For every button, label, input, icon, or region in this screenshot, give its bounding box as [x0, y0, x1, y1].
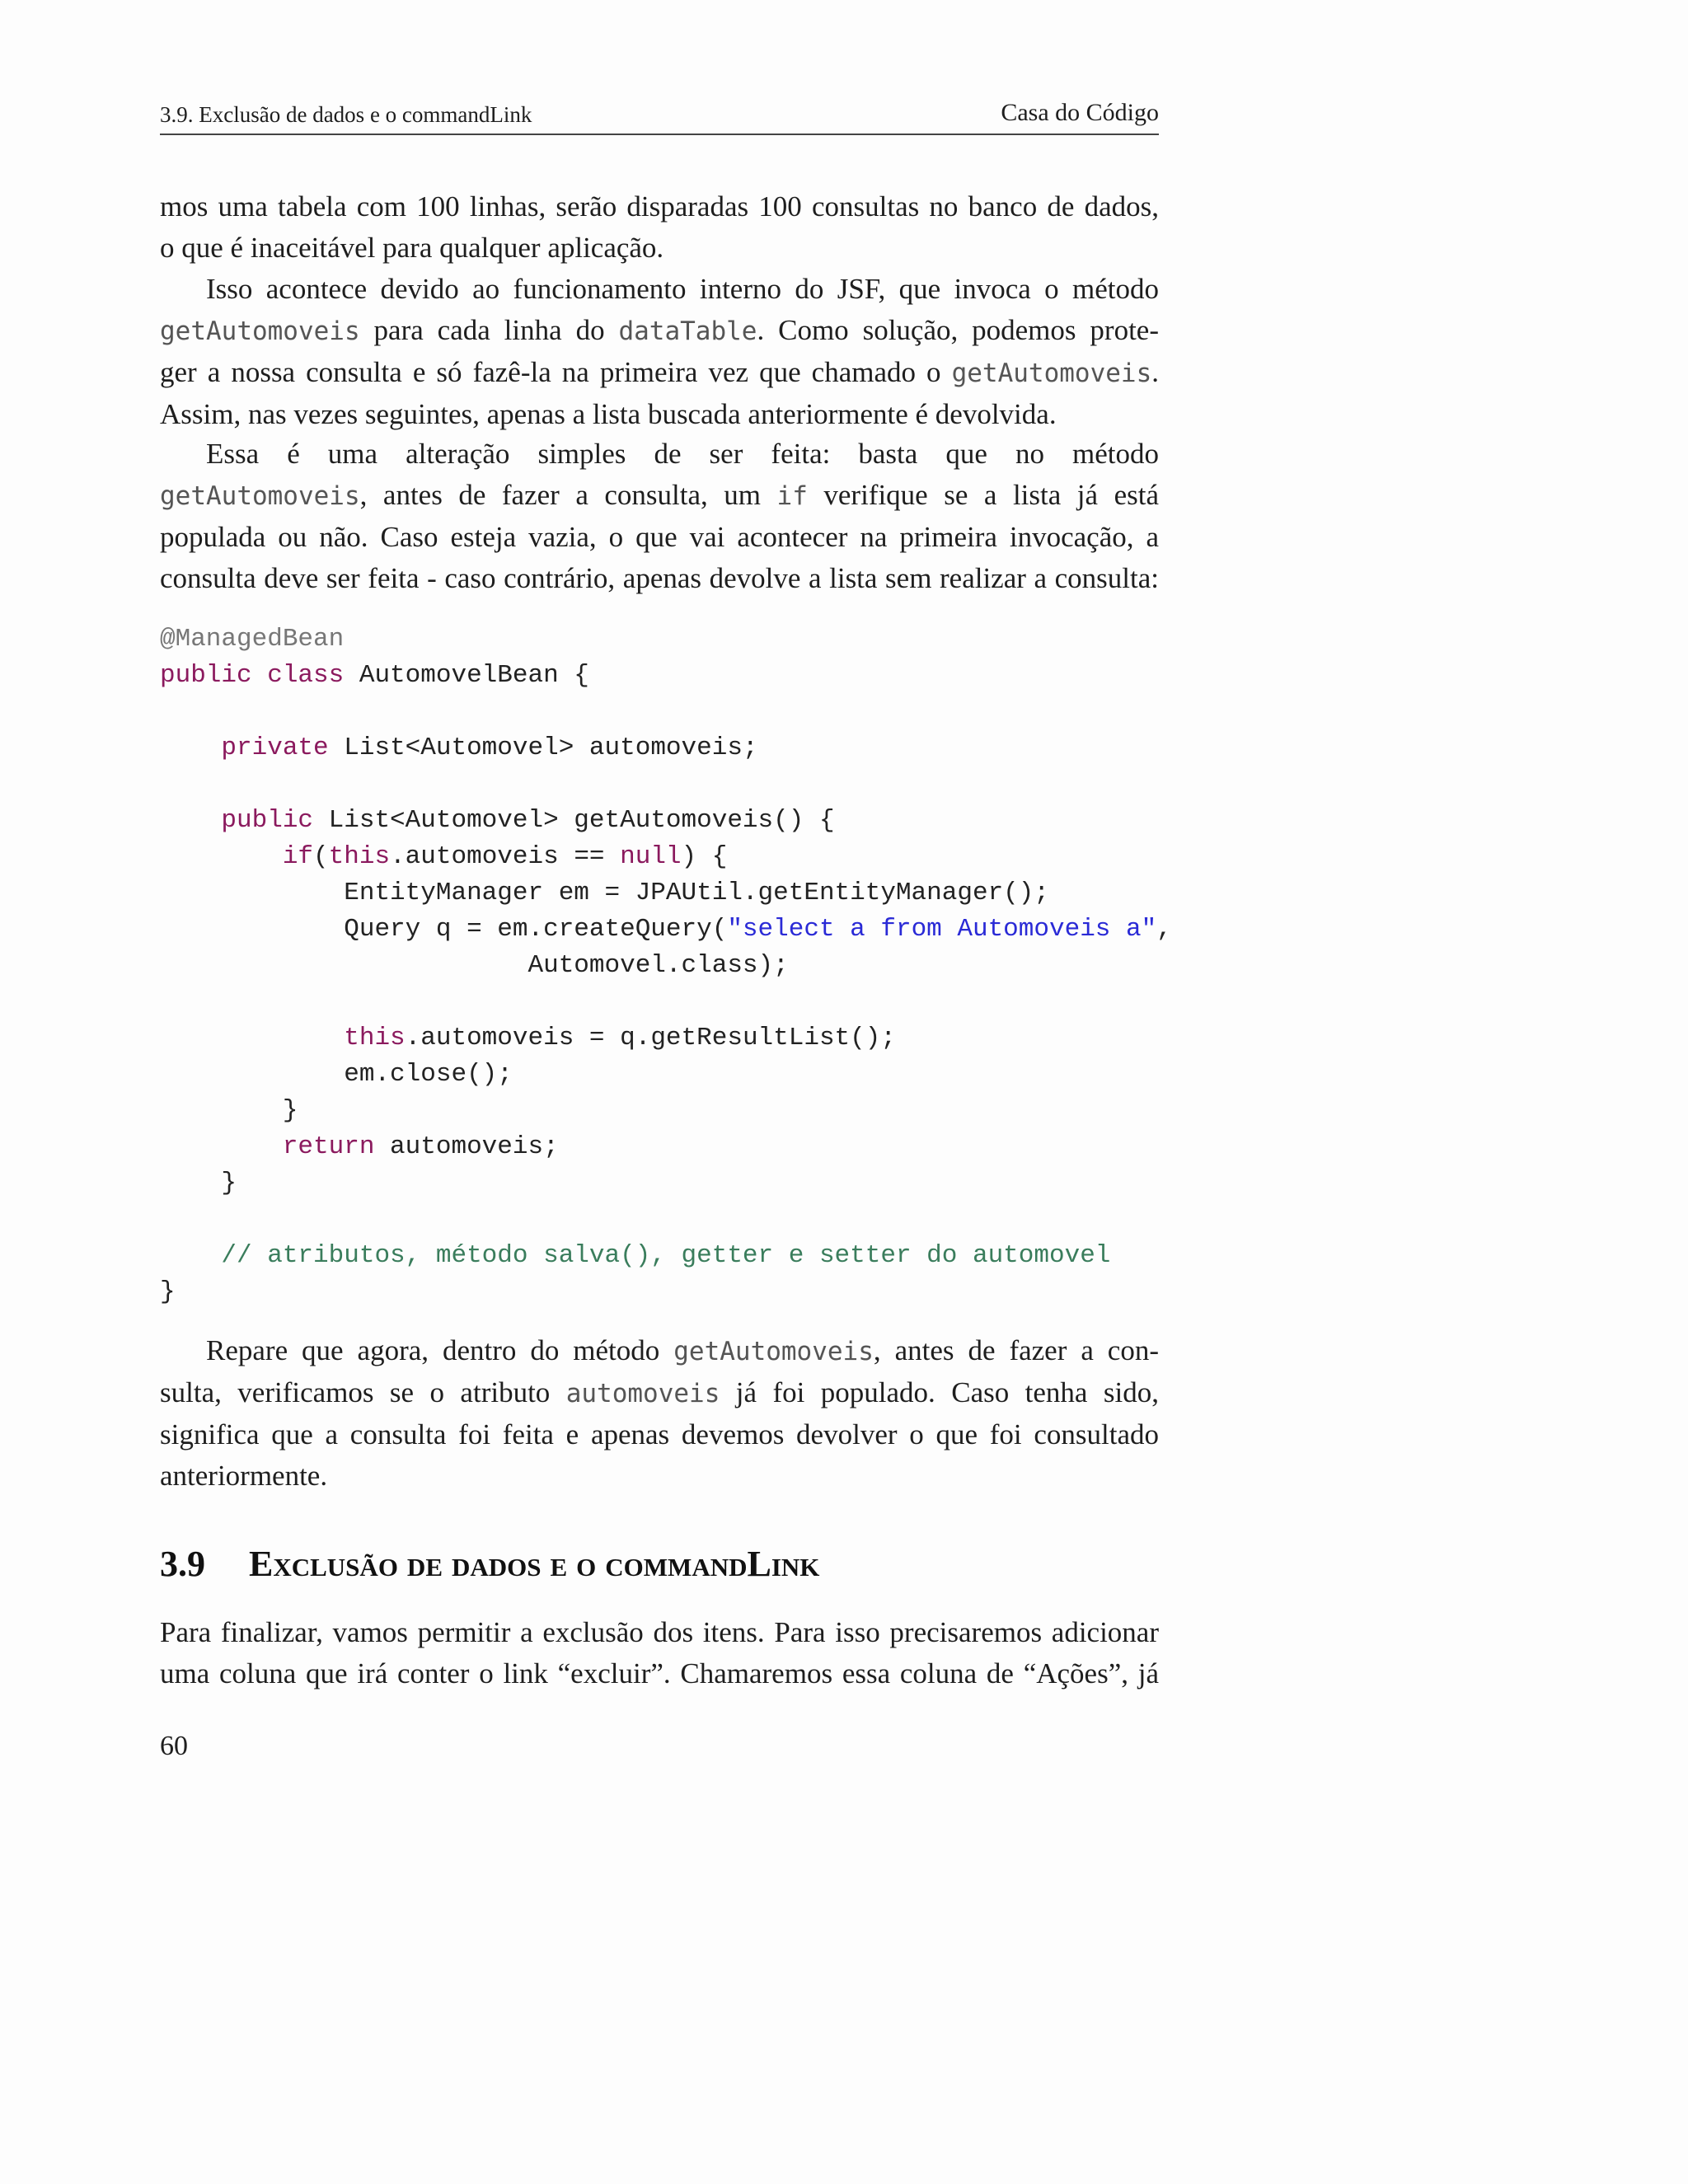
code-text: List<Automovel> automoveis; [328, 733, 758, 762]
p2-line-2 [160, 310, 1159, 352]
code-keyword: return [282, 1132, 375, 1161]
inline-code: getAutomoveis [673, 1337, 874, 1366]
paragraph-5 [160, 1612, 1159, 1694]
code-keyword: public class [160, 661, 345, 690]
code-text: .automoveis == [390, 842, 621, 871]
p4-line-2 [160, 1372, 1159, 1414]
text: para cada linha do [359, 314, 619, 346]
paragraph-1 [160, 186, 1159, 269]
text: . [1151, 356, 1159, 388]
inline-code: if [776, 481, 808, 511]
code-keyword: this [328, 842, 391, 871]
code-text: Query q = em.createQuery( [344, 915, 728, 944]
inline-code: getAutomoveis [951, 359, 1152, 388]
code-text: ( [313, 842, 329, 871]
p5-line-1: Para finalizar, vamos permitir a exclusão dos itens. Para isso precisaremos adicionar [160, 1616, 1159, 1648]
p1-line-2: o que é inaceitável para qualquer aplicação. [160, 232, 664, 264]
p4-line-3: significa que a consulta foi feita e apenas devemos devolver o que foi consultado [160, 1418, 1159, 1451]
p3-line-2 [160, 475, 1159, 517]
p2-line-4: Assim, nas vezes seguintes, apenas a lista buscada anteriormente é devolvida. [160, 398, 1057, 430]
code-keyword: private [221, 733, 329, 762]
code-text: , [1156, 915, 1172, 944]
p3-line-4: consulta deve ser feita - caso contrário, apenas devolve a lista sem realizar a consulta: [160, 562, 1159, 594]
inline-code: getAutomoveis [160, 481, 360, 511]
code-text: automoveis; [374, 1132, 559, 1161]
p1-line-1: mos uma tabela com 100 linhas, serão disparadas 100 consultas no banco de dados, [160, 190, 1159, 223]
code-string: "select a from Automoveis a" [727, 915, 1157, 944]
section-number: 3.9 [160, 1544, 205, 1584]
code-comment: // atributos, método salva(), getter e setter do automovel [221, 1241, 1111, 1270]
header-publisher: Casa do Código [1001, 99, 1159, 126]
p5-line-2: uma coluna que irá conter o link “excluir”. Chamaremos essa coluna de “Ações”, já [160, 1657, 1159, 1690]
code-text: } [221, 1169, 237, 1197]
p2-line-1: Isso acontece devido ao funcionamento interno do JSF, que invoca o método [206, 273, 1159, 305]
page-number: 60 [160, 1731, 188, 1761]
running-header [160, 99, 1159, 135]
code-text: ) { [681, 842, 728, 871]
code-keyword: if [282, 842, 314, 871]
section-heading [160, 1543, 1159, 1585]
code-keyword: public [221, 806, 314, 835]
paragraph-4 [160, 1330, 1159, 1497]
text: . Como solução, podemos prote- [757, 314, 1159, 346]
code-text: } [282, 1096, 298, 1125]
inline-code: getAutomoveis [160, 316, 360, 346]
code-text: Automovel.class); [528, 951, 789, 980]
code-text: } [160, 1277, 176, 1306]
p3-line-3: populada ou não. Caso esteja vazia, o que vai acontecer na primeira invocação, a [160, 521, 1159, 553]
code-text: List<Automovel> getAutomoveis() { [313, 806, 835, 835]
inline-code: automoveis [565, 1379, 720, 1408]
inline-code: dataTable [618, 316, 757, 346]
text: verifique se a lista já está [807, 479, 1159, 511]
p4-line-4: anteriormente. [160, 1460, 328, 1492]
text: , antes de fazer a con- [873, 1334, 1160, 1366]
code-annotation: @ManagedBean [160, 625, 345, 654]
code-text: EntityManager em = JPAUtil.getEntityManager(); [344, 879, 1049, 907]
section-title: Exclusão de dados e o commandLink [249, 1544, 820, 1584]
p2-line-3 [160, 352, 1159, 394]
code-keyword: this [344, 1024, 406, 1052]
p4-line-1 [160, 1330, 1159, 1372]
p3-line-1: Essa é uma alteração simples de ser feita: basta que no método [206, 438, 1159, 470]
header-chapter: 3.9. Exclusão de dados e o commandLink [160, 102, 532, 127]
code-text: em.close(); [344, 1060, 513, 1089]
code-listing [160, 621, 1172, 1310]
code-keyword: null [620, 842, 682, 871]
paragraph-2 [160, 269, 1159, 435]
text: , antes de fazer a consulta, um [359, 479, 777, 511]
code-text: .automoveis = q.getResultList(); [405, 1024, 896, 1052]
text: já foi populado. Caso tenha sido, [720, 1376, 1159, 1408]
code-text: AutomovelBean { [344, 661, 589, 690]
text: ger a nossa consulta e só fazê-la na primeira vez que chamado o [160, 356, 952, 388]
text: Repare que agora, dentro do método [206, 1334, 674, 1366]
text: sulta, verificamos se o atributo [160, 1376, 566, 1408]
paragraph-3 [160, 434, 1159, 599]
